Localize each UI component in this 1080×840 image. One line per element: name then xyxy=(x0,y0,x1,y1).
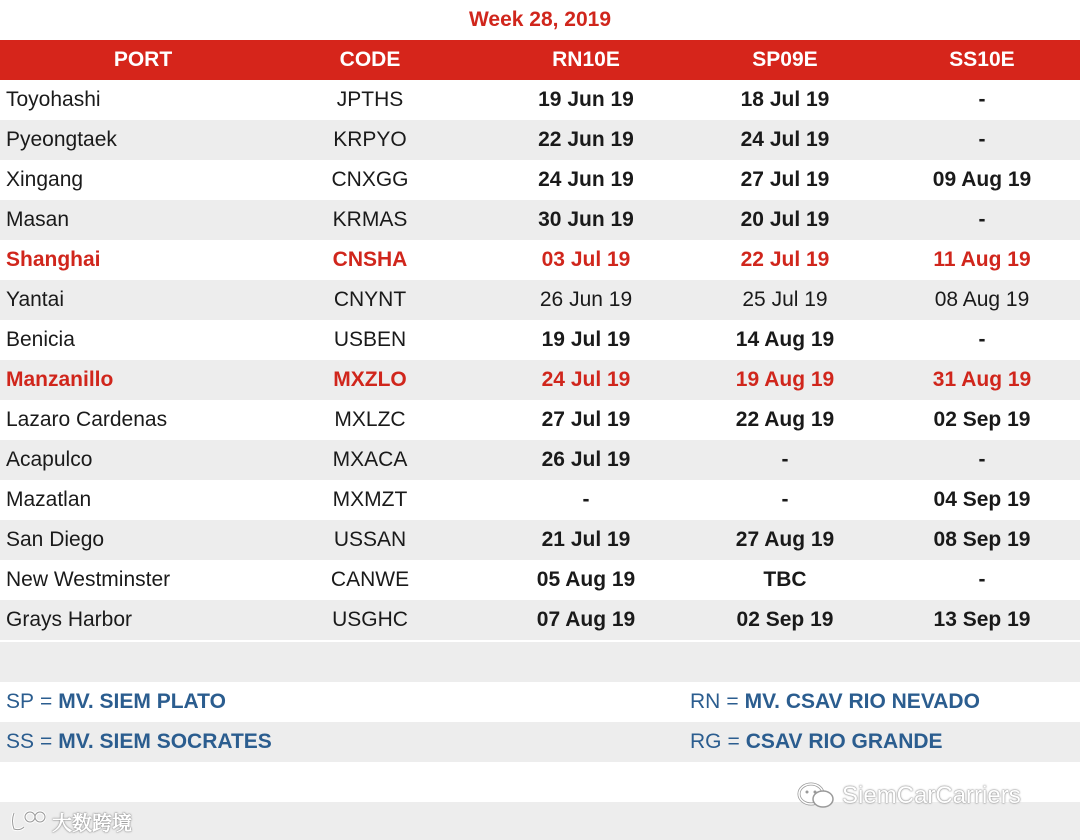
header-code: CODE xyxy=(339,48,401,71)
legend-rg xyxy=(690,722,943,762)
ss10e-date: 08 Aug 19 xyxy=(934,288,1030,311)
port-name: San Diego xyxy=(6,528,105,551)
watermark-left-text: 大数跨境 xyxy=(52,812,132,835)
table-row xyxy=(0,600,1080,640)
sp09e-date: 20 Jul 19 xyxy=(740,208,830,231)
port-name: Manzanillo xyxy=(6,368,114,391)
ss10e-date: - xyxy=(978,88,986,111)
sp09e-date: 18 Jul 19 xyxy=(740,88,830,111)
table-row xyxy=(0,160,1080,200)
rn10e-date: 19 Jul 19 xyxy=(541,328,631,351)
legend-abbr: RN xyxy=(690,690,721,713)
rn10e-date: 30 Jun 19 xyxy=(538,208,634,231)
table-row xyxy=(0,320,1080,360)
sp09e-date: 02 Sep 19 xyxy=(736,608,834,631)
ss10e-date: - xyxy=(978,568,986,591)
rn10e-date: 22 Jun 19 xyxy=(538,128,634,151)
sp09e-date: 27 Aug 19 xyxy=(735,528,835,551)
port-code: CANWE xyxy=(330,568,410,591)
ss10e-date: 09 Aug 19 xyxy=(932,168,1032,191)
table-row-highlighted xyxy=(0,360,1080,400)
header-sp09e: SP09E xyxy=(752,48,818,71)
legend-abbr: SP xyxy=(6,690,35,713)
table-header-row xyxy=(0,40,1080,80)
legend-equals: = xyxy=(726,690,739,713)
watermark-right-text: SiemCarCarriers xyxy=(842,782,1021,809)
ss10e-date: 08 Sep 19 xyxy=(933,528,1031,551)
rn10e-date: 24 Jun 19 xyxy=(538,168,634,191)
ss10e-date: 31 Aug 19 xyxy=(932,368,1032,391)
port-name: Benicia xyxy=(6,328,75,351)
rn10e-date: 27 Jul 19 xyxy=(541,408,631,431)
sp09e-date: - xyxy=(781,488,789,511)
port-code: USGHC xyxy=(332,608,408,631)
page-title: Week 28, 2019 xyxy=(0,0,1080,40)
port-name: Toyohashi xyxy=(6,88,101,111)
ss10e-date: 04 Sep 19 xyxy=(933,488,1031,511)
wechat-icon xyxy=(796,781,836,811)
port-code: KRMAS xyxy=(332,208,408,231)
rn10e-date: 21 Jul 19 xyxy=(541,528,631,551)
legend-row xyxy=(0,722,1080,762)
port-code: MXLZC xyxy=(334,408,406,431)
ss10e-date: 13 Sep 19 xyxy=(933,608,1031,631)
rn10e-date: 24 Jul 19 xyxy=(541,368,631,391)
port-code: USSAN xyxy=(333,528,407,551)
sp09e-date: 22 Aug 19 xyxy=(735,408,835,431)
header-port: PORT xyxy=(113,48,173,71)
port-code: KRPYO xyxy=(333,128,407,151)
sp09e-date: TBC xyxy=(763,568,807,591)
table-row xyxy=(0,480,1080,520)
port-code: CNSHA xyxy=(332,248,408,271)
port-name: Lazaro Cardenas xyxy=(6,408,168,431)
legend-vessel-name: MV. CSAV RIO NEVADO xyxy=(744,690,980,713)
port-name: Masan xyxy=(6,208,70,231)
rn10e-date: - xyxy=(582,488,590,511)
ss10e-date: - xyxy=(978,328,986,351)
sp09e-date: 24 Jul 19 xyxy=(740,128,830,151)
legend-rn xyxy=(690,682,980,722)
port-name: New Westminster xyxy=(6,568,171,591)
table-row xyxy=(0,520,1080,560)
watermark-right xyxy=(796,778,1021,814)
table-row xyxy=(0,200,1080,240)
rn10e-date: 19 Jun 19 xyxy=(538,88,634,111)
sp09e-date: - xyxy=(781,448,789,471)
table-row xyxy=(0,560,1080,600)
port-name: Yantai xyxy=(6,288,64,311)
legend-vessel-name: MV. SIEM SOCRATES xyxy=(58,730,272,753)
legend-vessel-name: CSAV RIO GRANDE xyxy=(745,730,943,753)
table-row xyxy=(0,440,1080,480)
sp09e-date: 19 Aug 19 xyxy=(735,368,835,391)
legend-sp xyxy=(6,682,226,722)
table-row xyxy=(0,280,1080,320)
port-name: Xingang xyxy=(6,168,84,191)
header-ss10e: SS10E xyxy=(949,48,1015,71)
legend-vessel-name: MV. SIEM PLATO xyxy=(58,690,226,713)
ss10e-date: 02 Sep 19 xyxy=(933,408,1031,431)
schedule-table xyxy=(0,40,1080,640)
table-row xyxy=(0,400,1080,440)
watermark-left xyxy=(10,806,132,836)
port-code: MXZLO xyxy=(333,368,407,391)
legend-equals: = xyxy=(40,730,53,753)
brand-logo-icon xyxy=(10,809,46,833)
port-code: CNXGG xyxy=(331,168,409,191)
sp09e-date: 27 Jul 19 xyxy=(740,168,830,191)
table-row xyxy=(0,80,1080,120)
legend-equals: = xyxy=(40,690,53,713)
sp09e-date: 25 Jul 19 xyxy=(742,288,828,311)
ss10e-date: 11 Aug 19 xyxy=(933,248,1031,271)
legend-abbr: SS xyxy=(6,730,35,753)
port-code: JPTHS xyxy=(336,88,404,111)
ss10e-date: - xyxy=(978,128,986,151)
port-code: MXMZT xyxy=(332,488,408,511)
port-code: MXACA xyxy=(332,448,408,471)
port-name: Grays Harbor xyxy=(6,608,133,631)
port-name: Acapulco xyxy=(6,448,93,471)
header-rn10e: RN10E xyxy=(552,48,620,71)
table-row-highlighted xyxy=(0,240,1080,280)
legend-ss xyxy=(6,722,272,762)
ss10e-date: - xyxy=(978,448,986,471)
rn10e-date: 07 Aug 19 xyxy=(536,608,636,631)
sp09e-date: 14 Aug 19 xyxy=(735,328,835,351)
rn10e-date: 05 Aug 19 xyxy=(536,568,636,591)
rn10e-date: 03 Jul 19 xyxy=(541,248,631,271)
legend-row xyxy=(0,682,1080,722)
legend-abbr: RG xyxy=(690,730,722,753)
sp09e-date: 22 Jul 19 xyxy=(740,248,830,271)
legend-equals: = xyxy=(727,730,740,753)
port-name: Pyeongtaek xyxy=(6,128,117,151)
table-row xyxy=(0,120,1080,160)
port-name: Mazatlan xyxy=(6,488,92,511)
port-name: Shanghai xyxy=(6,248,101,271)
table-spacer-row xyxy=(0,642,1080,682)
ss10e-date: - xyxy=(978,208,986,231)
rn10e-date: 26 Jun 19 xyxy=(539,288,633,311)
port-code: CNYNT xyxy=(333,288,407,311)
port-code: USBEN xyxy=(333,328,407,351)
rn10e-date: 26 Jul 19 xyxy=(541,448,631,471)
